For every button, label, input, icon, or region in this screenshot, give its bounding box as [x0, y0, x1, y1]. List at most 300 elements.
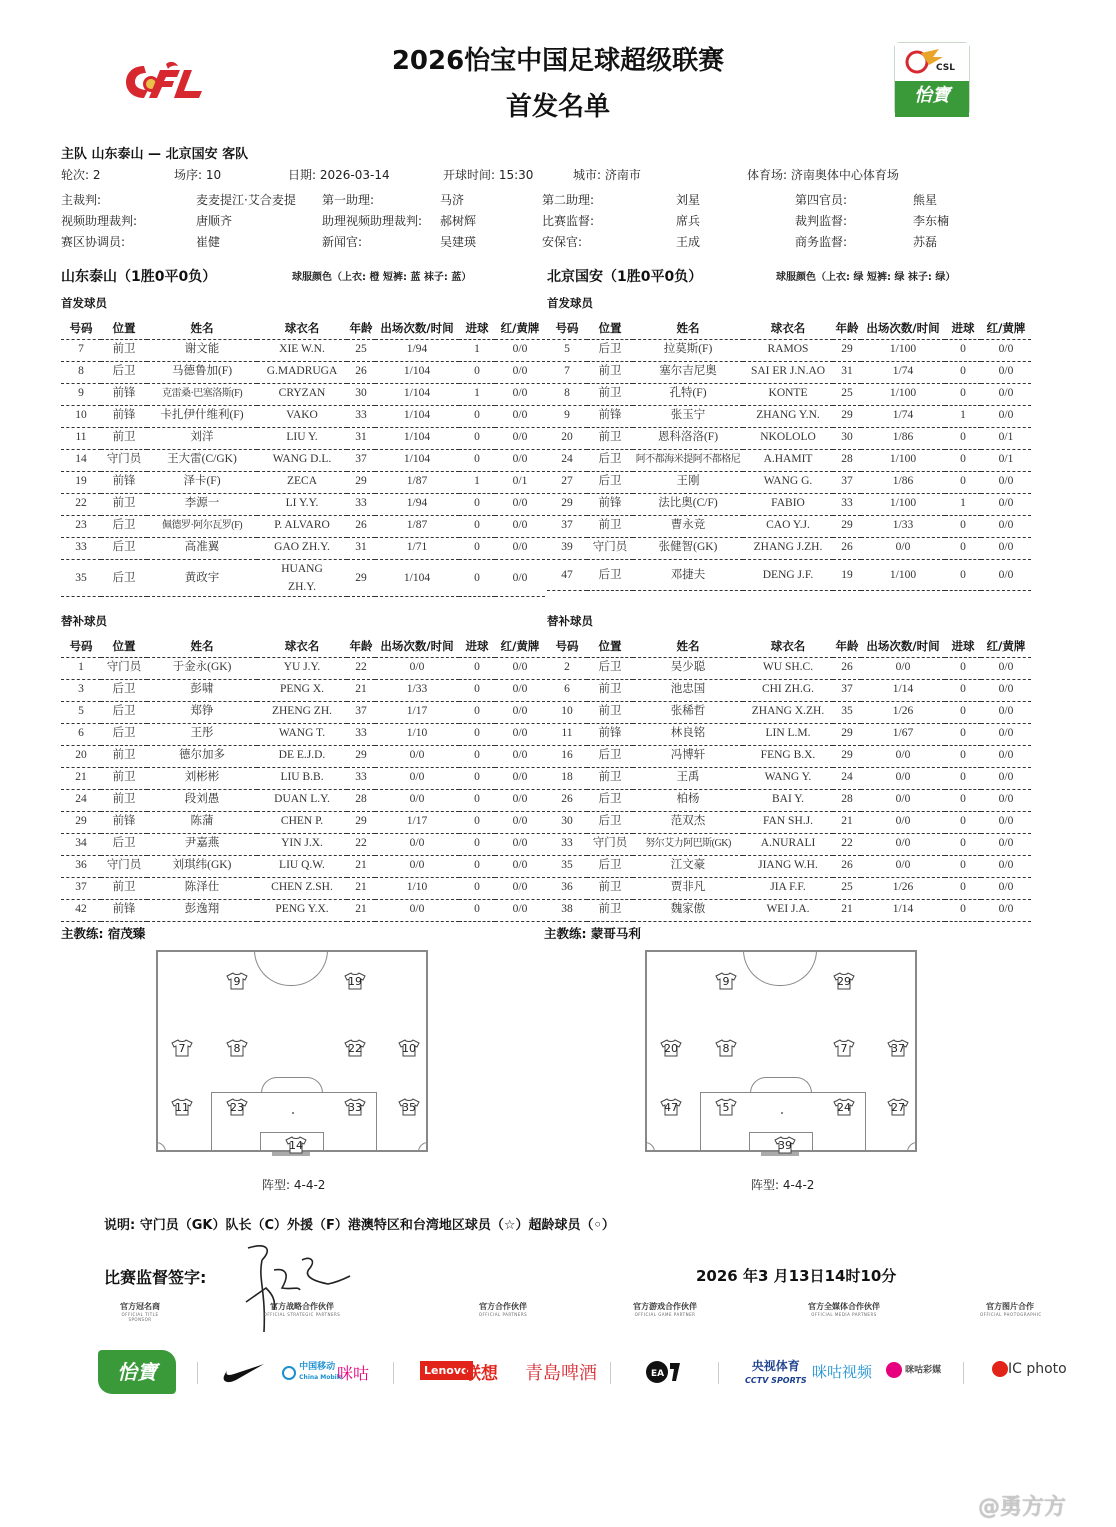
apps-cell: 1/87	[375, 471, 459, 493]
position-cell: 前锋	[101, 471, 147, 493]
shirt-name-cell: CRYZAN	[257, 383, 347, 405]
number-cell: 3	[61, 679, 101, 701]
age-cell: 29	[347, 745, 375, 767]
partner-category: 官方全媒体合作伙伴 OFFICIAL MEDIA PARTNERS	[808, 1302, 880, 1317]
cards-cell: 0/0	[981, 701, 1031, 723]
player-shirt-icon: 29	[833, 972, 855, 990]
number-cell: 10	[61, 405, 101, 427]
cards-cell: 0/0	[981, 515, 1031, 537]
cards-cell: 0/0	[981, 493, 1031, 515]
name-cell: 林良铭	[633, 723, 743, 745]
shirt-name-cell: VAKO	[257, 405, 347, 427]
cards-cell: 0/0	[981, 789, 1031, 811]
name-cell: 池忠国	[633, 679, 743, 701]
home-starters-label: 首发球员	[61, 296, 107, 310]
position-cell: 前卫	[587, 383, 633, 405]
official-label: 助理视频助理裁判:	[322, 214, 423, 228]
table-row	[61, 361, 545, 383]
apps-cell: 1/100	[861, 449, 945, 471]
column-header: 出场次数/时间	[375, 317, 459, 339]
goals-cell: 0	[945, 471, 981, 493]
official-value: 吴建瑛	[440, 235, 477, 249]
age-cell: 37	[347, 701, 375, 723]
position-cell: 前卫	[587, 679, 633, 701]
table-row	[547, 471, 1031, 493]
column-header: 位置	[587, 635, 633, 657]
table-row	[547, 383, 1031, 405]
official-value: 熊星	[913, 193, 938, 207]
apps-cell: 0/0	[861, 833, 945, 855]
position-cell: 后卫	[101, 679, 147, 701]
match-sequence: 场序: 10	[174, 168, 222, 182]
shirt-name-cell: YU J.Y.	[257, 657, 347, 679]
table-row	[61, 559, 545, 596]
goals-cell: 0	[945, 877, 981, 899]
age-cell: 33	[347, 405, 375, 427]
age-cell: 26	[833, 537, 861, 559]
goals-cell: 0	[945, 701, 981, 723]
cards-cell: 0/0	[495, 449, 545, 471]
number-cell: 34	[61, 833, 101, 855]
name-cell: 王彤	[147, 723, 257, 745]
age-cell: 31	[347, 537, 375, 559]
age-cell: 21	[347, 679, 375, 701]
column-header: 球衣名	[743, 317, 833, 339]
official-label: 安保官:	[542, 235, 583, 249]
apps-cell: 1/74	[861, 405, 945, 427]
lenovo-logo: Lenovo	[420, 1361, 473, 1380]
number-cell: 36	[547, 877, 587, 899]
number-cell: 9	[61, 383, 101, 405]
ea-fc-logo	[646, 1359, 680, 1389]
goals-cell: 0	[459, 899, 495, 921]
goals-cell: 0	[945, 745, 981, 767]
column-header: 号码	[547, 635, 587, 657]
column-header: 出场次数/时间	[861, 317, 945, 339]
number-cell: 35	[61, 559, 101, 596]
age-cell: 28	[833, 449, 861, 471]
official-value: 席兵	[676, 214, 701, 228]
city: 城市: 济南市	[573, 168, 641, 182]
table-row	[61, 515, 545, 537]
shirt-name-cell: WANG T.	[257, 723, 347, 745]
cards-cell: 0/0	[981, 471, 1031, 493]
shirt-name-cell: DUAN L.Y.	[257, 789, 347, 811]
shirt-name-cell: FABIO	[743, 493, 833, 515]
table-row	[547, 427, 1031, 449]
shirt-name-cell: G.MADRUGA	[257, 361, 347, 383]
cards-cell: 0/0	[981, 679, 1031, 701]
goals-cell: 0	[459, 855, 495, 877]
shirt-name-cell: A.HAMIT	[743, 449, 833, 471]
age-cell: 33	[347, 723, 375, 745]
cards-cell: 0/0	[981, 405, 1031, 427]
away-subs-label: 替补球员	[547, 614, 593, 628]
position-cell: 后卫	[101, 515, 147, 537]
age-cell: 29	[347, 471, 375, 493]
position-cell: 守门员	[101, 449, 147, 471]
home-subs-label: 替补球员	[61, 614, 107, 628]
table-row	[547, 339, 1031, 361]
position-cell: 前锋	[587, 405, 633, 427]
number-cell: 1	[61, 657, 101, 679]
position-cell: 前卫	[587, 767, 633, 789]
official-value: 崔健	[196, 235, 221, 249]
cards-cell: 0/0	[495, 767, 545, 789]
player-shirt-icon: 19	[344, 972, 366, 990]
number-cell: 16	[547, 745, 587, 767]
name-cell: 佩德罗·阿尔瓦罗(F)	[147, 515, 257, 537]
cards-cell: 0/0	[495, 559, 545, 596]
table-row	[547, 789, 1031, 811]
cards-cell: 0/0	[981, 361, 1031, 383]
apps-cell: 0/0	[375, 789, 459, 811]
column-header: 姓名	[147, 317, 257, 339]
official-value: 麦麦提江·艾合麦提	[196, 193, 296, 207]
apps-cell: 0/0	[861, 811, 945, 833]
goals-cell: 0	[459, 701, 495, 723]
goals-cell: 0	[945, 515, 981, 537]
table-row	[61, 767, 545, 789]
name-cell: 王禹	[633, 767, 743, 789]
age-cell: 29	[833, 745, 861, 767]
column-header: 进球	[945, 635, 981, 657]
csl-logo	[894, 42, 970, 116]
goals-cell: 0	[459, 789, 495, 811]
name-cell: 努尔艾力阿巴斯(GK)	[633, 833, 743, 855]
shirt-name-cell: CHEN P.	[257, 811, 347, 833]
player-shirt-icon: 14	[285, 1136, 307, 1154]
column-header: 号码	[547, 317, 587, 339]
shirt-name-cell: GAO ZH.Y.	[257, 537, 347, 559]
position-cell: 后卫	[587, 855, 633, 877]
shirt-name-cell: LIN L.M.	[743, 723, 833, 745]
signature-date: 2026 年3 月13日14时10分	[696, 1267, 897, 1285]
apps-cell: 0/0	[375, 855, 459, 877]
position-cell: 前卫	[587, 361, 633, 383]
apps-cell: 0/0	[861, 657, 945, 679]
column-header: 姓名	[633, 635, 743, 657]
official-value: 苏磊	[913, 235, 938, 249]
position-cell: 守门员	[101, 855, 147, 877]
goals-cell: 0	[945, 679, 981, 701]
official-label: 裁判监督:	[795, 214, 848, 228]
age-cell: 37	[347, 449, 375, 471]
apps-cell: 1/86	[861, 427, 945, 449]
cards-cell: 0/0	[495, 701, 545, 723]
cards-cell: 0/0	[495, 679, 545, 701]
table-row	[547, 449, 1031, 471]
shirt-name-cell: DE E.J.D.	[257, 745, 347, 767]
name-cell: 谢文能	[147, 339, 257, 361]
table-row	[61, 657, 545, 679]
goals-cell: 0	[945, 559, 981, 590]
position-cell: 后卫	[587, 471, 633, 493]
player-shirt-icon: 7	[171, 1039, 193, 1057]
age-cell: 33	[347, 767, 375, 789]
name-cell: 冯博轩	[633, 745, 743, 767]
name-cell: 张健智(GK)	[633, 537, 743, 559]
table-row	[61, 537, 545, 559]
apps-cell: 1/14	[861, 679, 945, 701]
number-cell: 11	[61, 427, 101, 449]
table-row	[61, 449, 545, 471]
partner-category: 官方冠名商 OFFICIAL TITLE SPONSOR	[120, 1302, 160, 1322]
position-cell: 守门员	[101, 657, 147, 679]
age-cell: 29	[833, 405, 861, 427]
name-cell: 泽卡(F)	[147, 471, 257, 493]
position-cell: 后卫	[101, 723, 147, 745]
name-cell: 卡扎伊什维利(F)	[147, 405, 257, 427]
shirt-name-cell: CHEN Z.SH.	[257, 877, 347, 899]
away-formation-pitch	[645, 950, 917, 1152]
number-cell: 18	[547, 767, 587, 789]
shirt-name-cell: PENG Y.X.	[257, 899, 347, 921]
name-cell: 刘洋	[147, 427, 257, 449]
name-cell: 王大雷(C/GK)	[147, 449, 257, 471]
number-cell: 5	[61, 701, 101, 723]
shirt-name-cell: WEI J.A.	[743, 899, 833, 921]
table-row	[547, 405, 1031, 427]
number-cell: 21	[61, 767, 101, 789]
away-kit-colors: 球服颜色（上衣: 绿 短裤: 绿 袜子: 绿）	[776, 272, 956, 283]
cards-cell: 0/1	[981, 427, 1031, 449]
age-cell: 22	[347, 657, 375, 679]
apps-cell: 1/104	[375, 559, 459, 596]
age-cell: 29	[833, 339, 861, 361]
goals-cell: 0	[945, 855, 981, 877]
column-header: 红/黄牌	[495, 635, 545, 657]
shirt-name-cell: CAO Y.J.	[743, 515, 833, 537]
table-row	[547, 679, 1031, 701]
table-row	[547, 899, 1031, 921]
table-row	[547, 537, 1031, 559]
cards-cell: 0/0	[495, 899, 545, 921]
name-cell: 彭逸翔	[147, 899, 257, 921]
shirt-name-cell: A.NURALI	[743, 833, 833, 855]
position-cell: 前卫	[101, 767, 147, 789]
age-cell: 30	[833, 427, 861, 449]
partner-category: 官方图片合作 OFFICIAL PHOTOGRAPHIC	[980, 1302, 1042, 1317]
goals-cell: 0	[945, 537, 981, 559]
table-row	[61, 789, 545, 811]
player-shirt-icon: 37	[887, 1039, 909, 1057]
official-label: 主裁判:	[61, 193, 102, 207]
table-row	[547, 811, 1031, 833]
position-cell: 前卫	[101, 877, 147, 899]
position-cell: 前卫	[587, 427, 633, 449]
table-row	[547, 877, 1031, 899]
table-row	[61, 877, 545, 899]
migu-color-logo: 咪咕彩媒	[886, 1362, 941, 1378]
number-cell: 37	[61, 877, 101, 899]
shirt-name-cell: JIA F.F.	[743, 877, 833, 899]
goals-cell: 0	[945, 811, 981, 833]
age-cell: 28	[833, 789, 861, 811]
shirt-name-cell: LIU B.B.	[257, 767, 347, 789]
apps-cell: 1/26	[861, 877, 945, 899]
name-cell: 刘琪纬(GK)	[147, 855, 257, 877]
player-shirt-icon: 33	[344, 1098, 366, 1116]
table-row	[547, 493, 1031, 515]
apps-cell: 1/86	[861, 471, 945, 493]
apps-cell: 1/10	[375, 877, 459, 899]
official-label: 第一助理:	[322, 193, 375, 207]
apps-cell: 0/0	[861, 537, 945, 559]
official-label: 商务监督:	[795, 235, 848, 249]
official-label: 比赛监督:	[542, 214, 595, 228]
column-header: 姓名	[633, 317, 743, 339]
position-cell: 后卫	[587, 657, 633, 679]
position-cell: 后卫	[101, 701, 147, 723]
goals-cell: 1	[945, 493, 981, 515]
csl-text: CSL	[936, 63, 955, 73]
number-cell: 20	[61, 745, 101, 767]
apps-cell: 1/104	[375, 427, 459, 449]
supervisor-signature-label: 比赛监督签字:	[104, 1268, 207, 1287]
shirt-name-cell: BAI Y.	[743, 789, 833, 811]
official-value: 王成	[676, 235, 701, 249]
goals-cell: 0	[459, 657, 495, 679]
signature	[238, 1240, 353, 1339]
position-cell: 后卫	[101, 361, 147, 383]
goals-cell: 0	[945, 339, 981, 361]
name-cell: 阿不都海米提阿不都格尼	[633, 449, 743, 471]
shirt-name-cell: LIU Q.W.	[257, 855, 347, 877]
age-cell: 35	[833, 701, 861, 723]
away-coach: 主教练: 蒙哥马利	[544, 926, 641, 941]
cctv-sports-logo: 央视体育 CCTV SPORTS	[745, 1359, 807, 1385]
number-cell: 42	[61, 899, 101, 921]
number-cell: 9	[547, 405, 587, 427]
shirt-name-cell: ZHANG X.ZH.	[743, 701, 833, 723]
position-cell: 前锋	[101, 405, 147, 427]
column-header: 红/黄牌	[981, 317, 1031, 339]
age-cell: 25	[347, 339, 375, 361]
position-cell: 守门员	[587, 537, 633, 559]
cards-cell: 0/0	[495, 427, 545, 449]
table-row	[61, 833, 545, 855]
cards-cell: 0/0	[495, 493, 545, 515]
shirt-name-cell: PENG X.	[257, 679, 347, 701]
position-cell: 前锋	[101, 811, 147, 833]
column-header: 位置	[101, 635, 147, 657]
official-label: 视频助理裁判:	[61, 214, 138, 228]
goals-cell: 0	[945, 767, 981, 789]
number-cell: 5	[547, 339, 587, 361]
cards-cell: 0/1	[981, 449, 1031, 471]
shirt-name-cell: ZHANG Y.N.	[743, 405, 833, 427]
goals-cell: 0	[459, 723, 495, 745]
position-cell: 后卫	[587, 339, 633, 361]
age-cell: 22	[833, 833, 861, 855]
age-cell: 29	[347, 811, 375, 833]
number-cell: 19	[61, 471, 101, 493]
goals-cell: 0	[459, 405, 495, 427]
player-shirt-icon: 47	[660, 1098, 682, 1116]
official-value: 郝树辉	[440, 214, 477, 228]
cards-cell: 0/0	[495, 361, 545, 383]
apps-cell: 0/0	[375, 833, 459, 855]
age-cell: 31	[347, 427, 375, 449]
age-cell: 21	[347, 855, 375, 877]
apps-cell: 1/17	[375, 811, 459, 833]
column-header: 球衣名	[743, 635, 833, 657]
name-cell: 张玉宁	[633, 405, 743, 427]
name-cell: 德尔加多	[147, 745, 257, 767]
shirt-name-cell: RAMOS	[743, 339, 833, 361]
table-row	[547, 833, 1031, 855]
page-subtitle: 首发名单	[505, 92, 610, 122]
shirt-name-cell: LI Y.Y.	[257, 493, 347, 515]
player-shirt-icon: 35	[398, 1098, 420, 1116]
table-row	[547, 745, 1031, 767]
number-cell: 39	[547, 537, 587, 559]
age-cell: 29	[833, 515, 861, 537]
name-cell: 江文豪	[633, 855, 743, 877]
goals-cell: 0	[459, 449, 495, 471]
shirt-name-cell: JIANG W.H.	[743, 855, 833, 877]
player-shirt-icon: 8	[226, 1039, 248, 1057]
cards-cell: 0/0	[495, 723, 545, 745]
player-shirt-icon: 9	[226, 972, 248, 990]
cards-cell: 0/0	[495, 383, 545, 405]
cards-cell: 0/0	[495, 855, 545, 877]
apps-cell: 1/17	[375, 701, 459, 723]
position-cell: 后卫	[587, 449, 633, 471]
goals-cell: 0	[459, 361, 495, 383]
name-cell: 于金永(GK)	[147, 657, 257, 679]
goals-cell: 0	[459, 877, 495, 899]
goals-cell: 0	[459, 559, 495, 596]
away-team-title: 北京国安（1胜0平0负）	[547, 269, 703, 285]
table-row	[547, 559, 1031, 590]
number-cell: 33	[61, 537, 101, 559]
official-value: 李东楠	[913, 214, 950, 228]
age-cell: 22	[347, 833, 375, 855]
position-cell: 后卫	[101, 559, 147, 596]
number-cell: 24	[547, 449, 587, 471]
number-cell: 14	[61, 449, 101, 471]
shirt-name-cell: WANG D.L.	[257, 449, 347, 471]
name-cell: 陈泽仕	[147, 877, 257, 899]
column-header: 年龄	[833, 635, 861, 657]
player-shirt-icon: 27	[887, 1098, 909, 1116]
shirt-name-cell: CHI ZH.G.	[743, 679, 833, 701]
number-cell: 24	[61, 789, 101, 811]
table-row	[61, 493, 545, 515]
china-mobile-logo: 中国移动 China Mobile	[282, 1362, 343, 1383]
position-cell: 前锋	[587, 493, 633, 515]
cards-cell: 0/0	[495, 745, 545, 767]
column-header: 位置	[587, 317, 633, 339]
apps-cell: 0/0	[375, 745, 459, 767]
name-cell: 柏杨	[633, 789, 743, 811]
number-cell: 38	[547, 899, 587, 921]
position-cell: 后卫	[587, 559, 633, 590]
apps-cell: 1/10	[375, 723, 459, 745]
official-label: 新闻官:	[322, 235, 363, 249]
cards-cell: 0/0	[495, 811, 545, 833]
match-teams: 主队 山东泰山 — 北京国安 客队	[61, 147, 249, 162]
apps-cell: 0/0	[375, 657, 459, 679]
position-cell: 后卫	[101, 833, 147, 855]
cards-cell: 0/0	[981, 745, 1031, 767]
goals-cell: 0	[459, 515, 495, 537]
goals-cell: 0	[459, 745, 495, 767]
table-row	[547, 515, 1031, 537]
name-cell: 王刚	[633, 471, 743, 493]
